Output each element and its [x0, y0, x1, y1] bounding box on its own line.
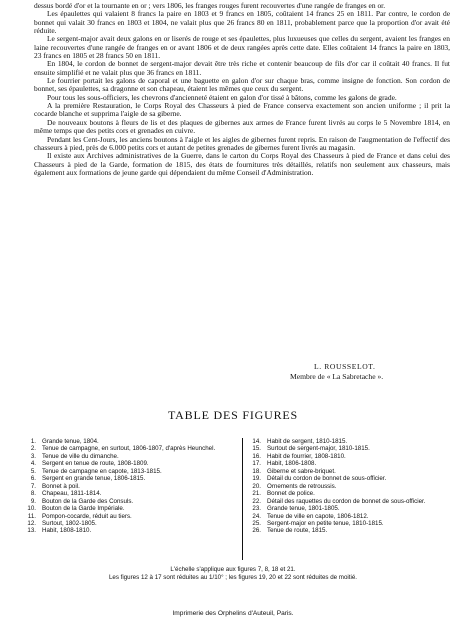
figure-entry [247, 483, 461, 490]
figure-caption: Habit, 1806-1808. [267, 460, 317, 468]
figure-entry [247, 453, 461, 460]
figure-entry [22, 483, 234, 490]
figure-number: 12. [27, 519, 36, 527]
figure-caption: Bonnet à poil. [42, 482, 80, 490]
figure-number: 17. [252, 460, 261, 468]
paragraph: Les épaulettes qui valaient 8 francs la paire en 1803 et 9 francs en 1805, coûtaient 14 francs 25 en 1811. Par contre, le cordon de bonnet qui valait 30 francs en 1803 et 1804, ne valait plus que 26 francs 80 en 1811, probablement parce que la proportion d'or avait été réduite. [34, 9, 450, 36]
paragraph: De nouveaux boutons à fleurs de lis et des plaques de gibernes aux armes de France furent livrés au corps le 5 Novembre 1814, en même temps que des petits cors et grenades en cuivre. [34, 117, 450, 136]
figure-caption: Bouton de la Garde des Consuls. [42, 497, 134, 505]
figure-number: 22. [252, 497, 261, 505]
figure-caption: Surtout, 1802-1805. [42, 519, 97, 527]
figure-number: 15. [252, 445, 261, 453]
table-of-figures-title: TABLE DES FIGURES [168, 408, 298, 422]
figure-entry [247, 505, 461, 512]
figure-entry [22, 490, 234, 497]
author-role: Membre de « La Sabretache ». [290, 372, 384, 381]
figure-caption: Habit de fourrier, 1808-1810. [267, 452, 346, 460]
figure-entry [247, 498, 461, 505]
figure-caption: Grande tenue, 1801-1805. [267, 505, 340, 513]
author-name: L. ROUSSELOT. [314, 362, 376, 371]
figure-entry [22, 438, 234, 445]
figure-entry [247, 527, 461, 534]
scale-note [0, 566, 466, 582]
figure-caption: Bouton de la Garde Impériale. [42, 505, 125, 513]
paragraph: dessus bordé d'or et la tournante en or ; vers 1806, les franges rouges furent recouvertes d'une rangée de franges en or. [34, 1, 386, 10]
figure-caption: Ornements de retroussis. [267, 482, 337, 490]
scale-note-line: Les figures 12 à 17 sont réduites au 1/10° ; les figures 19, 20 et 22 sont réduites de moitié. [108, 574, 358, 582]
figure-number: 5. [30, 467, 36, 475]
figure-caption: Tenue de ville du dimanche. [42, 452, 119, 460]
figure-caption: Tenue de route, 1815. [267, 527, 328, 535]
figure-number: 2. [30, 445, 36, 453]
paragraph: A la première Restauration, le Corps Royal des Chasseurs à pied de France conserva exactement son ancien uniforme ; il prit la cocarde blanche et supprima l'aigle de sa giberne. [34, 101, 450, 119]
figure-caption: Grande tenue, 1804. [42, 438, 99, 445]
figure-number: 23. [252, 505, 261, 513]
figure-caption: Sergent en tenue de route, 1808-1809. [42, 460, 149, 468]
figures-list [22, 438, 452, 560]
figure-number: 1. [30, 438, 36, 445]
figure-entry [22, 460, 234, 467]
figure-number: 3. [30, 452, 36, 460]
figure-number: 8. [30, 490, 36, 498]
figure-entry [22, 453, 234, 460]
figure-caption: Giberne et sabre-briquet. [267, 467, 336, 475]
paragraph: Le fourrier portait les galons de caporal et une baguette en galon d'or sur chaque bras, comme insigne de fonction. Son cordon de bonnet, ses épaulettes, sa dragonne et son chapeau, étaient les mêmes que ceux du sergent. [34, 76, 450, 94]
figure-entry [247, 468, 461, 475]
figure-number: 21. [252, 490, 261, 498]
figure-caption: Tenue de ville en capote, 1806-1812. [267, 512, 369, 520]
figure-caption: Détail du cordon de bonnet de sous-officier. [267, 475, 387, 483]
scale-note-line: L'échelle s'applique aux figures 7, 8, 18 et 21. [170, 566, 296, 573]
figure-number: 11. [27, 512, 36, 520]
figure-number: 4. [30, 460, 36, 468]
figure-number: 25. [252, 519, 261, 527]
figure-entry [247, 438, 461, 445]
figure-entry [22, 520, 234, 527]
figure-caption: Pompon-cocarde, réduit au tiers. [42, 512, 132, 520]
figure-caption: Habit de sergent, 1810-1815. [267, 438, 348, 445]
printer-imprint: Imprimerie des Orphelins d'Auteuil, Paris. [172, 610, 294, 617]
paragraph: Le sergent-major avait deux galons en or liserés de rouge et ses épaulettes, plus luxueuses que celles du sergent, avaient les franges en laine recouvertes d'une rangée de franges en or avant 1806 et de deux rangées après cette date. Elles coûtaient 14 francs la paire en 1803, 23 francs en 1805 et 28 francs 50 en 1811. [34, 34, 450, 61]
paragraph: En 1804, le cordon de bonnet de sergent-major devait être très riche et contenir beaucoup de fils d'or car il coûtait 40 francs. Il fut ensuite simplifié et ne valait plus que 36 francs en 1811. [34, 59, 450, 77]
figure-number: 16. [252, 452, 261, 460]
figure-caption: Détail des raquettes du cordon de bonnet de sous-officier. [267, 497, 426, 505]
figure-entry [22, 505, 234, 512]
figure-entry [247, 490, 461, 497]
figure-entry [247, 520, 461, 527]
figure-caption: Sergent-major en petite tenue, 1810-1815. [267, 519, 384, 527]
signature-block [290, 362, 460, 382]
figure-entry [22, 513, 234, 520]
figure-caption: Surtout de sergent-major, 1810-1815. [267, 445, 370, 453]
figure-entry [22, 475, 234, 482]
paragraph: Pour tous les sous-officiers, les chevrons d'ancienneté étaient en galon d'or tissé à bâtons, comme les galons de grade. [47, 92, 397, 102]
figure-number: 14. [252, 438, 261, 445]
paragraph: Il existe aux Archives administratives de la Guerre, dans le carton du Corps Royal des Chasseurs à pied de France et dans celui des Chasseurs à pied de la Garde, formation de 1815, des états de fournitures très détaillés, relatifs non seulement aux chasseurs, mais également aux formations de jeune garde qui dépendaient du même Conseil d'Administration. [34, 151, 450, 177]
figure-number: 24. [252, 512, 261, 520]
figure-number: 9. [30, 497, 36, 505]
figure-entry [22, 498, 234, 505]
figure-caption: Bonnet de police. [267, 490, 315, 498]
article-body [34, 2, 450, 177]
figure-entry [247, 475, 461, 482]
paragraph: Pendant les Cent-Jours, les anciens boutons à l'aigle et les aigles de gibernes furent repris. En raison de l'augmentation de l'effectif des chasseurs à pied, près de 6.000 petits cors et autant de petites grenades de gibernes furent livrés au magasin. [34, 134, 450, 152]
figure-number: 10. [27, 505, 36, 513]
figure-entry [22, 468, 234, 475]
figure-number: 13. [27, 527, 36, 535]
figure-caption: Tenue de campagne, en surtout, 1806-1807, d'après Heunchel. [42, 445, 216, 453]
figures-column-left [22, 438, 234, 535]
figure-entry [247, 445, 461, 452]
figure-number: 7. [30, 482, 36, 490]
figure-caption: Tenue de campagne en capote, 1813-1815. [42, 467, 162, 475]
figure-entry [247, 460, 461, 467]
figure-entry [247, 513, 461, 520]
figure-number: 26. [252, 527, 261, 535]
figure-number: 19. [252, 475, 261, 483]
figure-entry [22, 445, 234, 452]
figure-caption: Sergent en grande tenue, 1806-1815. [42, 475, 146, 483]
figure-caption: Chapeau, 1811-1814. [42, 490, 102, 498]
figure-number: 6. [30, 475, 36, 483]
figure-number: 18. [252, 467, 261, 475]
figure-entry [22, 527, 234, 534]
figure-number: 20. [252, 482, 261, 490]
figures-column-right [242, 438, 461, 560]
figure-caption: Habit, 1808-1810. [42, 527, 92, 535]
